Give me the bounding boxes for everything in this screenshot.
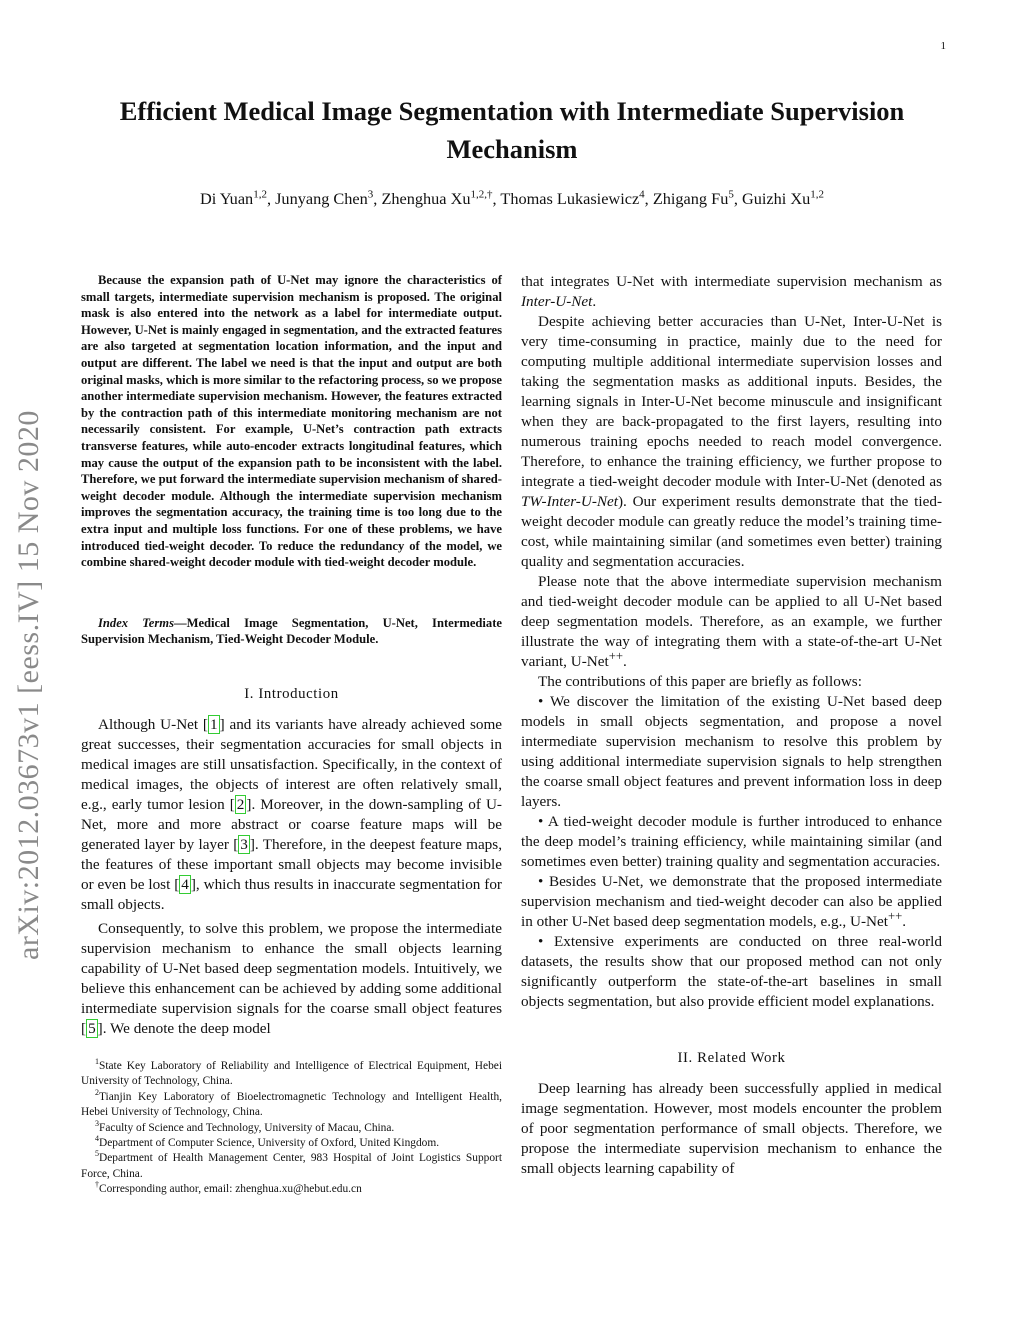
text-run: that integrates U-Net with intermediate supervision mechanism as <box>521 273 942 290</box>
contribution-item <box>521 932 942 1012</box>
footnote-text: Tianjin Key Laboratory of Bioelectromagnetic Technology and Intelligent Health, Hebei University of Technology, China. <box>81 1090 502 1119</box>
text-run: Besides U-Net, we demonstrate that the proposed intermediate supervision mechanism and tied-weight decoder can also be applied in other U-Net based deep segmentation models, e.g., U-Net <box>521 873 942 930</box>
bullet-icon: • <box>538 933 544 950</box>
footnote <box>81 1059 502 1090</box>
footnote <box>81 1087 502 1121</box>
author-affiliation: 1,2 <box>810 188 825 201</box>
author-name: Junyang Chen <box>275 189 368 208</box>
text-run: Despite achieving better accuracies than U-Net, Inter-U-Net is very time-consuming in practice, mainly due to the need for computing multiple additional intermediate supervision losses and taking the segmentation masks as additional inputs. Besides, the learning signals in Inter-U-Net become minuscule and insignificant when they are back-propagated to the first layers, resulting into numerous training epochs needed to reach model convergence. Therefore, to enhance the training efficiency, we further propose to integrate a tied-weight decoder module with Inter-U-Net (denoted as <box>521 313 942 490</box>
footnote <box>81 1182 502 1197</box>
text-run: ], which thus results in inaccurate segmentation for small objects. <box>81 875 502 913</box>
text-run: . <box>623 653 627 670</box>
index-terms-label: Index Terms <box>98 615 174 630</box>
paper-title: Efficient Medical Image Segmentation with Intermediate Supervision Mechanism <box>119 96 905 164</box>
footnote-text: Department of Computer Science, University of Oxford, United Kingdom. <box>99 1136 440 1149</box>
citation-link[interactable]: 3 <box>240 835 248 853</box>
author-affiliation: 4 <box>639 188 645 201</box>
text-run: ]. We denote the deep model <box>97 1019 271 1037</box>
bullet-icon: • <box>538 873 544 890</box>
footnote-marker: 3 <box>95 1118 99 1128</box>
footnote-text: State Key Laboratory of Reliability and Intelligence of Electrical Equipment, Hebei University of Technology, China. <box>81 1059 502 1088</box>
contribution-item <box>521 872 942 932</box>
section-heading-introduction: I. Introduction <box>244 685 339 702</box>
author-separator: , <box>644 189 653 208</box>
contribution-item <box>521 692 942 812</box>
intro-paragraph <box>81 715 502 915</box>
text-run: ]. Therefore, in the deepest feature maps, the features of these important small objects may become invisible or even be lost [ <box>81 835 502 893</box>
text-run: ] and its variants have already achieved some great successes, their segmentation accuracies for small objects in medical images are still unsatisfaction. Specifically, in the context of medical images, the objects of interest are often relatively small, e.g., early tumor lesion [ <box>81 715 503 813</box>
footnote-marker: † <box>95 1180 99 1190</box>
index-terms <box>81 615 502 648</box>
model-name: Inter-U-Net <box>521 293 593 310</box>
bullet-icon: • <box>538 693 544 710</box>
text-run: Although U-Net [ <box>98 715 208 733</box>
abstract: Because the expansion path of U-Net may ignore the characteristics of small targets, intermediate supervision mechanism is proposed. The original mask is also entered into the network as a label for intermediate output. However, U-Net is mainly engaged in segmentation, and the extracted features are also targeted at segmentation location information, and the input and output are different. The label we need is that the input and output are both original masks, which is more similar to the refactoring process, so we propose another intermediate supervision mechanism. However, the features extracted by the contraction path of this intermediate monitoring mechanism are not necessarily consistent. For example, U-Net’s contraction path extracts transverse features, while auto-encoder extracts longitudinal features, which may cause the output of the expansion path to be inconsistent with the label. Therefore, we put forward the intermediate supervision mechanism of shared-weight decoder module. Although the intermediate supervision mechanism improves the segmentation accuracy, the training time is too long due to the extra input and multiple loss functions. For one of these problems, we have introduced tied-weight decoder. To reduce the redundancy of the model, we combine shared-weight decoder module with tied-weight decoder module. <box>81 273 502 570</box>
author-affiliation: 3 <box>367 188 374 201</box>
bullet-icon: • <box>538 813 544 830</box>
footnote-marker: 5 <box>95 1149 99 1159</box>
footnote-marker: 4 <box>95 1134 99 1144</box>
text-run: Please note that the above intermediate supervision mechanism and tied-weight decoder module can be applied to all U-Net based deep segmentation models. Therefore, as an example, we further illustrate the way of integrating them with a state-of-the-art U-Net variant, U-Net <box>521 573 942 670</box>
footnote <box>81 1118 502 1136</box>
superscript: ++ <box>887 908 903 923</box>
intro-paragraph <box>81 919 502 1039</box>
author-list <box>70 189 954 209</box>
related-work-paragraph: Deep learning has already been successfully applied in medical image segmentation. However, most models encounter the problem of poor segmentation performance of small objects. Therefore, we propose the intermediate supervision mechanism to enhance the small objects learning capability of <box>521 1080 942 1177</box>
contributions-intro: The contributions of this paper are briefly as follows: <box>538 673 862 690</box>
footnote-text: Department of Health Management Center, 983 Hospital of Joint Logistics Support Force, China. <box>81 1152 502 1180</box>
intro-paragraph <box>521 572 942 672</box>
superscript: ++ <box>608 648 623 663</box>
page-number: 1 <box>940 40 946 52</box>
text-run: ). Our experiment results demonstrate that the tied-weight decoder module can greatly reduce the model’s training time-cost, while maintaining similar (and sometimes even better) training quality and segmentation accuracies. <box>521 493 942 570</box>
author-separator: , <box>492 189 501 208</box>
section-heading-related-work: II. Related Work <box>677 1050 786 1066</box>
footnote-marker: 1 <box>95 1057 99 1067</box>
author-separator: , <box>733 189 742 208</box>
model-name: TW-Inter-U-Net <box>521 493 618 510</box>
left-column <box>81 272 502 1198</box>
author-name: Di Yuan <box>199 189 254 208</box>
text-run: Extensive experiments are conducted on three real-world datasets, the results show that our proposed method can not only significantly outperform the state-of-the-art baselines in small objects segmentation, but also provide efficient model explanations. <box>521 933 942 1010</box>
author-name: Guizhi Xu <box>741 189 811 208</box>
index-terms-text: Medical Image Segmentation, U-Net, Intermediate Supervision Mechanism, Tied-Weight Decoder Module. <box>81 615 502 647</box>
author-separator: , <box>266 189 276 208</box>
author-name: Thomas Lukasiewicz <box>500 189 640 208</box>
author-separator: , <box>373 189 382 208</box>
arxiv-identifier-stamp: arXiv:2012.03673v1 [eess.IV] 15 Nov 2020 <box>12 410 45 960</box>
footnotes <box>81 1059 502 1198</box>
author-affiliation: 5 <box>728 188 734 201</box>
intro-paragraph <box>521 312 942 572</box>
text-run: ]. Moreover, in the down-sampling of U-Net, more and more abstract or coarse feature maps will be generated layer by layer [ <box>81 795 502 853</box>
intro-paragraph-continued <box>521 272 942 312</box>
footnote-text: Faculty of Science and Technology, University of Macau, China. <box>99 1121 395 1134</box>
author-affiliation: 1,2,† <box>470 188 493 201</box>
author-name: Zhenghua Xu <box>381 189 471 208</box>
citation-link[interactable]: 1 <box>210 715 218 733</box>
footnote-text: Corresponding author, email: zhenghua.xu@hebut.edu.cn <box>99 1183 362 1196</box>
contribution-item <box>521 812 942 872</box>
text-run: We discover the limitation of the existing U-Net based deep models in small objects segmentation, and propose a novel intermediate supervision mechanism to resolve this problem by using additional intermediate supervision signals to help strengthen the coarse small object features and prevent information loss in deep layers. <box>521 693 942 810</box>
right-column <box>521 272 942 1179</box>
footnote-marker: 2 <box>95 1087 99 1097</box>
text-run: A tied-weight decoder module is further introduced to enhance the deep model’s training efficiency, while maintaining similar (and sometimes even better) training quality and segmentation accuracies. <box>521 813 942 870</box>
citation-link[interactable]: 2 <box>236 795 245 813</box>
footnote <box>81 1151 502 1182</box>
text-run: . <box>592 293 597 310</box>
text-run: . <box>902 913 907 930</box>
author-affiliation: 1,2 <box>253 188 267 201</box>
author-name: Zhigang Fu <box>652 189 729 208</box>
citation-link[interactable]: 4 <box>181 875 189 893</box>
text-run: Consequently, to solve this problem, we propose the intermediate supervision mechanism to enhance the small objects learning capability of U-Net based deep segmentation models. Intuitively, we believe this enhancement can be achieved by adding some additional intermediate supervision signals for the coarse small object features [ <box>81 919 502 1037</box>
index-terms-dash: — <box>173 615 187 630</box>
footnote <box>81 1136 502 1151</box>
citation-link[interactable]: 5 <box>88 1019 96 1037</box>
